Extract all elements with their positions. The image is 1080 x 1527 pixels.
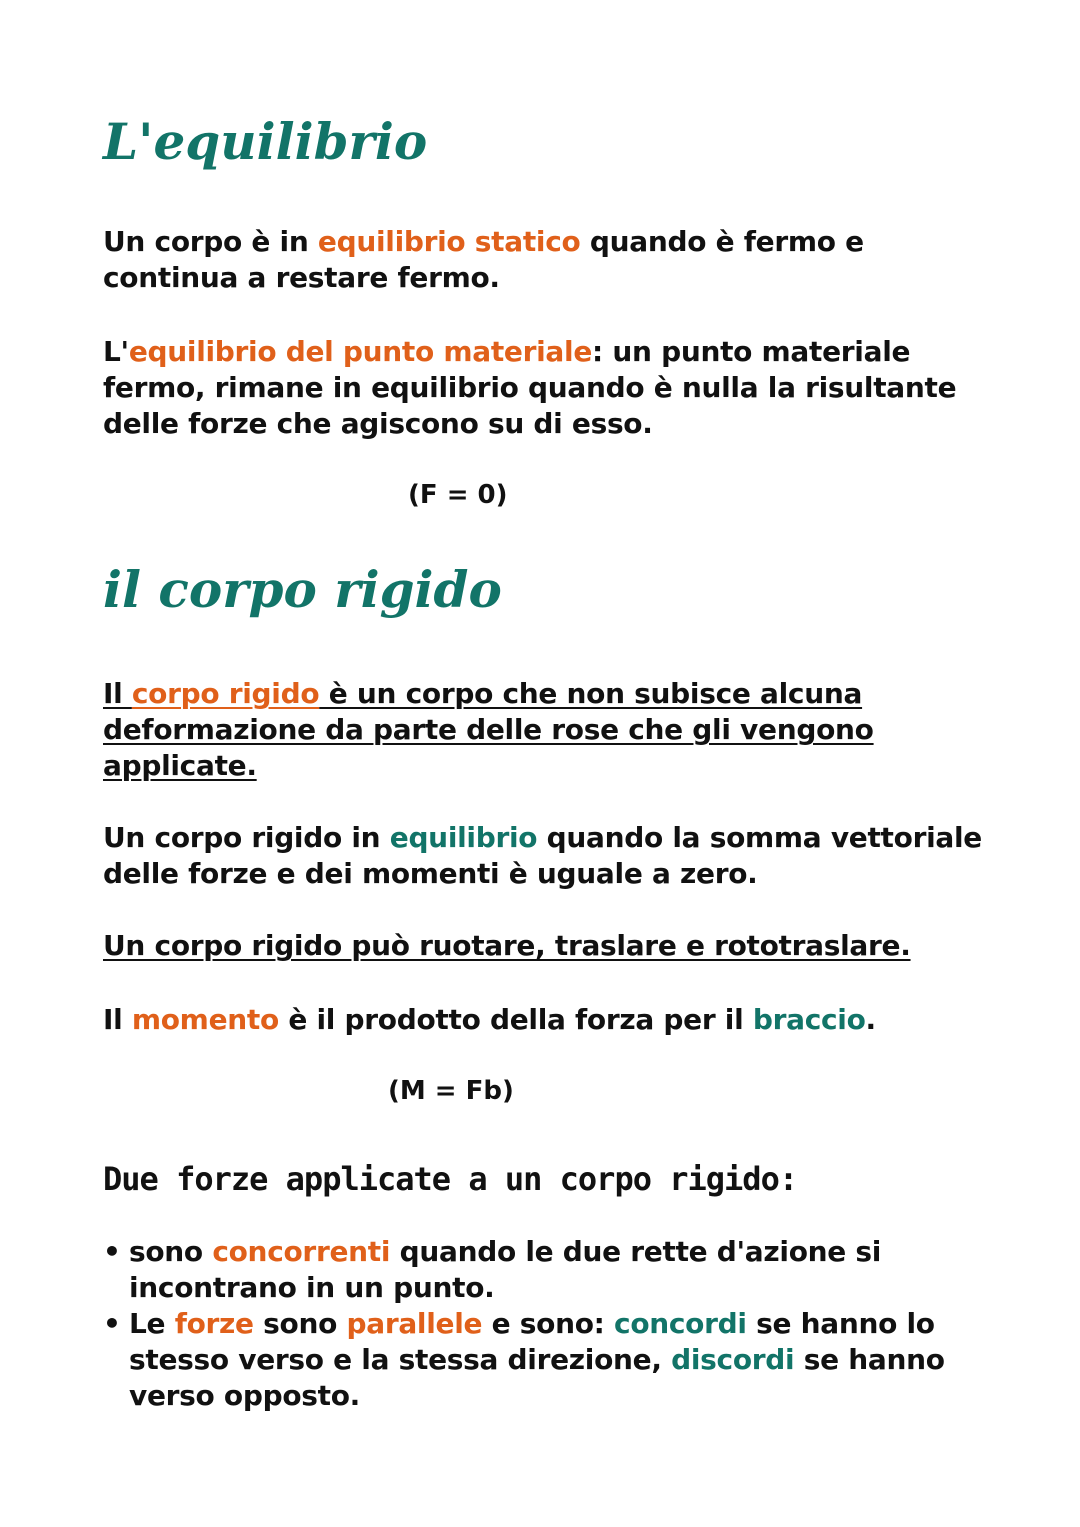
title-equilibrio: L'equilibrio: [103, 112, 428, 171]
highlight-concorrenti: concorrenti: [212, 1235, 391, 1268]
text: se hanno verso opposto.: [129, 1343, 945, 1412]
subheading-due-forze: Due forze applicate a un corpo rigido:: [103, 1160, 798, 1198]
highlight-equilibrio-statico: equilibrio statico: [317, 225, 581, 258]
formula-m-fb: (M = Fb): [388, 1076, 514, 1106]
formula-f-zero: (F = 0): [408, 480, 508, 510]
paragraph-corpo-rigido-equilibrio: [103, 820, 1003, 892]
paragraph-corpo-rigido-definizione: [103, 676, 1003, 784]
text: è il prodotto della forza per il: [278, 1003, 753, 1036]
paragraph-equilibrio-statico: [103, 224, 1003, 296]
text: è un corpo che non subisce alcuna deformazione da parte delle rose che gli vengono applicate.: [103, 677, 874, 782]
list-item-concorrenti: [103, 1234, 1003, 1306]
highlight-discordi: discordi: [671, 1343, 795, 1376]
text: se hanno lo stesso verso e la stessa direzione,: [129, 1307, 935, 1376]
text: quando le due rette d'azione si incontrano in un punto.: [129, 1235, 882, 1304]
text: sono: [129, 1235, 213, 1268]
forces-list: [103, 1234, 1003, 1414]
text: Il: [103, 1003, 132, 1036]
text: e sono:: [482, 1307, 615, 1340]
title-corpo-rigido: il corpo rigido: [103, 560, 502, 619]
text: L': [103, 335, 129, 368]
text: .: [865, 1003, 876, 1036]
paragraph-momento: [103, 1002, 1003, 1038]
highlight-corpo-rigido: corpo rigido: [131, 677, 320, 710]
highlight-concordi: concordi: [614, 1307, 747, 1340]
text: : un punto materiale fermo, rimane in equilibrio quando è nulla la risultante delle forze che agiscono su di esso.: [103, 335, 957, 440]
text: Un corpo è in: [103, 225, 318, 258]
bullet-icon: •: [103, 1307, 121, 1340]
text: quando è fermo e continua a restare fermo.: [103, 225, 864, 294]
text: sono: [253, 1307, 347, 1340]
highlight-punto-materiale: equilibrio del punto materiale: [128, 335, 593, 368]
text: Un corpo rigido in: [103, 821, 390, 854]
text: quando la somma vettoriale delle forze e dei momenti è uguale a zero.: [103, 821, 982, 890]
highlight-momento: momento: [131, 1003, 279, 1036]
bullet-icon: •: [103, 1235, 121, 1268]
highlight-parallele: parallele: [346, 1307, 483, 1340]
highlight-forze: forze: [174, 1307, 254, 1340]
text: Le: [129, 1307, 175, 1340]
highlight-braccio: braccio: [752, 1003, 866, 1036]
text: Un corpo rigido può ruotare, traslare e rototraslare.: [103, 929, 911, 962]
highlight-equilibrio: equilibrio: [389, 821, 538, 854]
list-item-parallele: [103, 1306, 1003, 1414]
paragraph-punto-materiale: [103, 334, 1003, 442]
paragraph-movimenti: [103, 928, 1003, 964]
text: Il: [103, 677, 132, 710]
